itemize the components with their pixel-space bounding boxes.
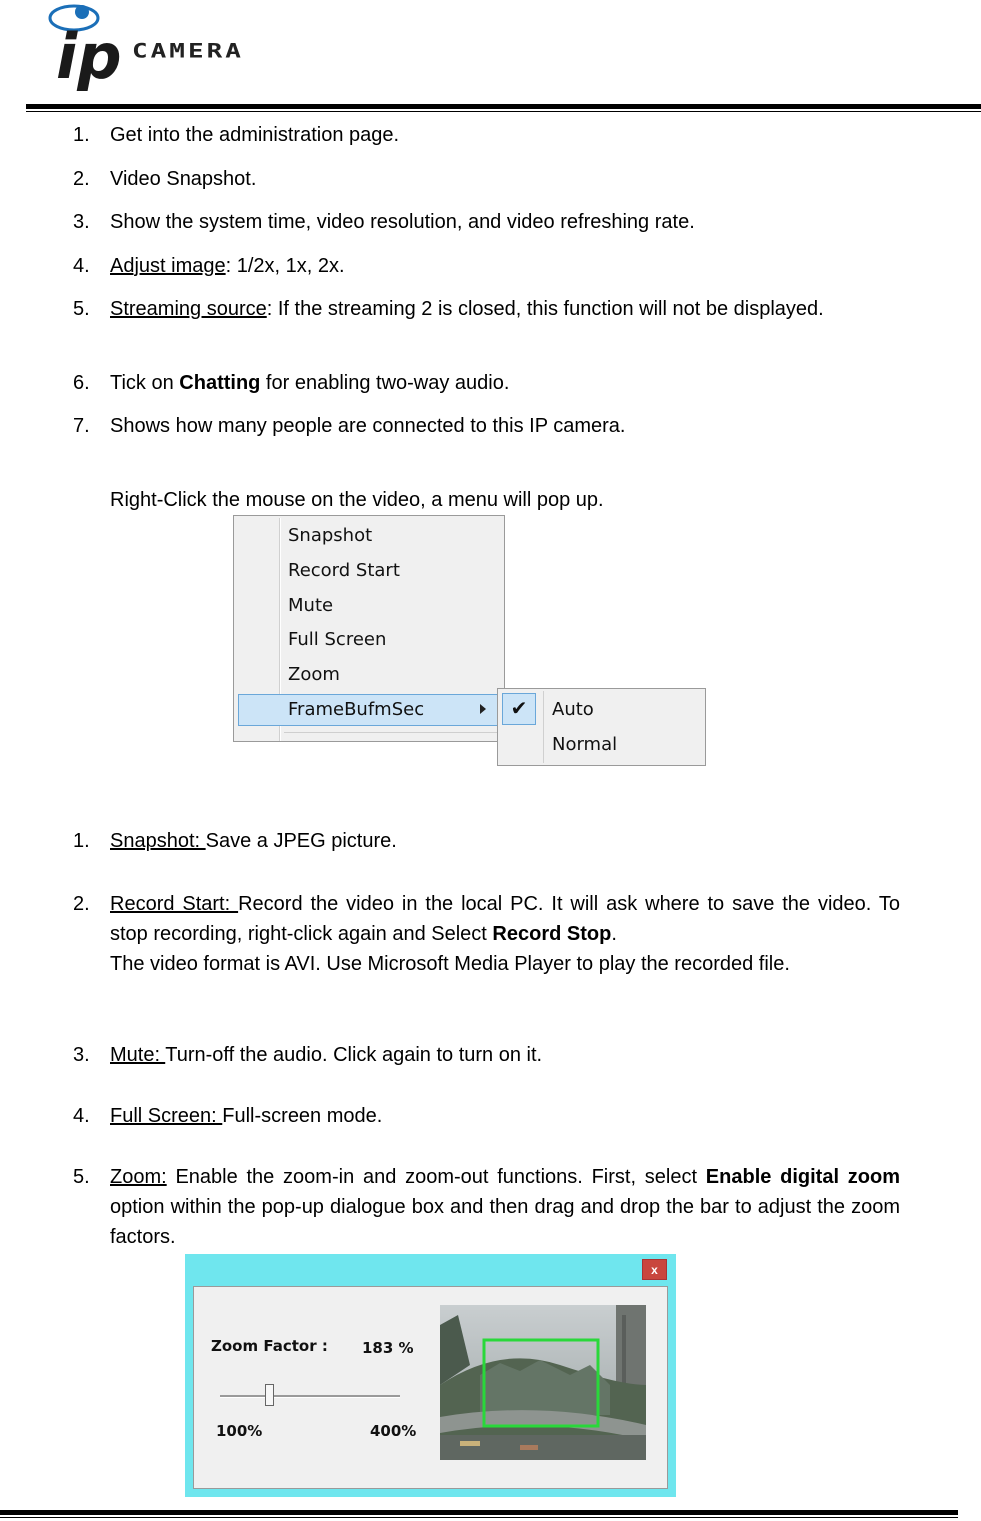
list-item — [110, 294, 900, 324]
item-link[interactable]: Snapshot: — [110, 830, 206, 852]
item-prefix: Tick on — [110, 372, 180, 394]
zoom-slider-thumb[interactable] — [265, 1384, 274, 1406]
menu-item-framebufmsec[interactable]: FrameBufmSec — [288, 699, 425, 720]
logo-ip-text: ip — [56, 20, 122, 93]
list-number: 2. — [73, 168, 90, 190]
item-link[interactable]: Zoom: — [110, 1166, 167, 1188]
menu-item-mute[interactable]: Mute — [288, 595, 334, 616]
list-item — [110, 411, 900, 441]
zoom-factor-label: Zoom Factor : — [211, 1337, 328, 1355]
footer-rule-thin — [0, 1517, 958, 1518]
list-number: 1. — [73, 124, 90, 146]
item-link[interactable]: Full Screen: — [110, 1105, 223, 1127]
list-number: 4. — [73, 255, 90, 277]
item-bold: Chatting — [179, 372, 261, 394]
menu-separator — [284, 732, 500, 733]
item-link[interactable]: Adjust image — [110, 255, 226, 277]
submenu-item-auto[interactable]: Auto — [552, 699, 594, 720]
zoom-min-label: 100% — [216, 1422, 263, 1440]
header-rule-thin — [26, 111, 981, 112]
list-number: 3. — [73, 211, 90, 233]
item-text: Turn-off the audio. Click again to turn on it. — [165, 1044, 543, 1066]
menu-item-record-start[interactable]: Record Start — [288, 560, 400, 581]
ip-logo — [44, 0, 122, 93]
item-text: Video Snapshot. — [110, 168, 257, 190]
list-item — [110, 1101, 900, 1131]
list-item — [110, 207, 900, 237]
list-number: 5. — [73, 1166, 90, 1188]
list-item — [110, 368, 900, 398]
item-link[interactable]: Streaming source — [110, 298, 267, 320]
item-bold: Enable digital zoom — [705, 1166, 901, 1188]
item-text: for enabling two-way audio. — [260, 372, 510, 394]
menu-item-full-screen[interactable]: Full Screen — [288, 629, 387, 650]
list-number: 7. — [73, 415, 90, 437]
item-text: Full-screen mode. — [222, 1105, 383, 1127]
item-text: Enable the zoom-in and zoom-out functions. First, select — [166, 1166, 706, 1188]
item-text: Shows how many people are connected to this IP camera. — [110, 415, 626, 437]
logo-camera-text: CAMERA — [132, 40, 244, 63]
submenu — [497, 688, 706, 766]
list-number: 5. — [73, 298, 90, 320]
item-text: Show the system time, video resolution, and video refreshing rate. — [110, 211, 695, 233]
list-item — [110, 1162, 900, 1252]
zoom-factor-value: 183 % — [362, 1339, 414, 1357]
item-after: . — [611, 923, 617, 945]
item-text: Save a JPEG picture. — [205, 830, 397, 852]
item-text: Record the video in the local PC. It will ask where to save the video. To stop recording, right-click again and Select — [110, 893, 900, 945]
list-item — [110, 120, 900, 150]
item-after: option within the pop-up dialogue box and then drag and drop the bar to adjust the zoom factors. — [110, 1196, 900, 1248]
camera-preview-image — [440, 1305, 646, 1460]
zoom-slider-track[interactable] — [220, 1395, 400, 1398]
list-item — [110, 251, 900, 281]
list-item — [110, 164, 900, 194]
rightclick-intro: Right-Click the mouse on the video, a menu will pop up. — [110, 489, 604, 511]
list-number: 2. — [73, 893, 90, 915]
item-extra: The video format is AVI. Use Microsoft Media Player to play the recorded file. — [110, 953, 790, 975]
footer-rule — [0, 1510, 958, 1515]
list-number: 3. — [73, 1044, 90, 1066]
list-number: 6. — [73, 372, 90, 394]
item-bold: Record Stop — [492, 923, 612, 945]
context-menu — [233, 515, 505, 742]
zoom-max-label: 400% — [370, 1422, 417, 1440]
item-text: : 1/2x, 1x, 2x. — [225, 255, 345, 277]
item-link[interactable]: Record Start: — [110, 893, 239, 915]
item-text: : If the streaming 2 is closed, this function will not be displayed. — [266, 298, 824, 320]
header-rule — [26, 104, 981, 109]
close-button[interactable]: x — [642, 1259, 667, 1280]
list-item — [110, 826, 900, 856]
submenu-arrow-icon — [480, 704, 486, 714]
zoom-dialog-body — [193, 1286, 668, 1489]
menu-item-zoom[interactable]: Zoom — [288, 664, 340, 685]
check-icon: ✔ — [502, 693, 536, 725]
list-item — [110, 1040, 900, 1070]
item-text: Get into the administration page. — [110, 124, 400, 146]
list-number: 1. — [73, 830, 90, 852]
list-item — [110, 889, 900, 979]
list-number: 4. — [73, 1105, 90, 1127]
menu-item-snapshot[interactable]: Snapshot — [288, 525, 373, 546]
item-link[interactable]: Mute: — [110, 1044, 166, 1066]
submenu-item-normal[interactable]: Normal — [552, 734, 618, 755]
zoom-dialog — [185, 1254, 676, 1497]
